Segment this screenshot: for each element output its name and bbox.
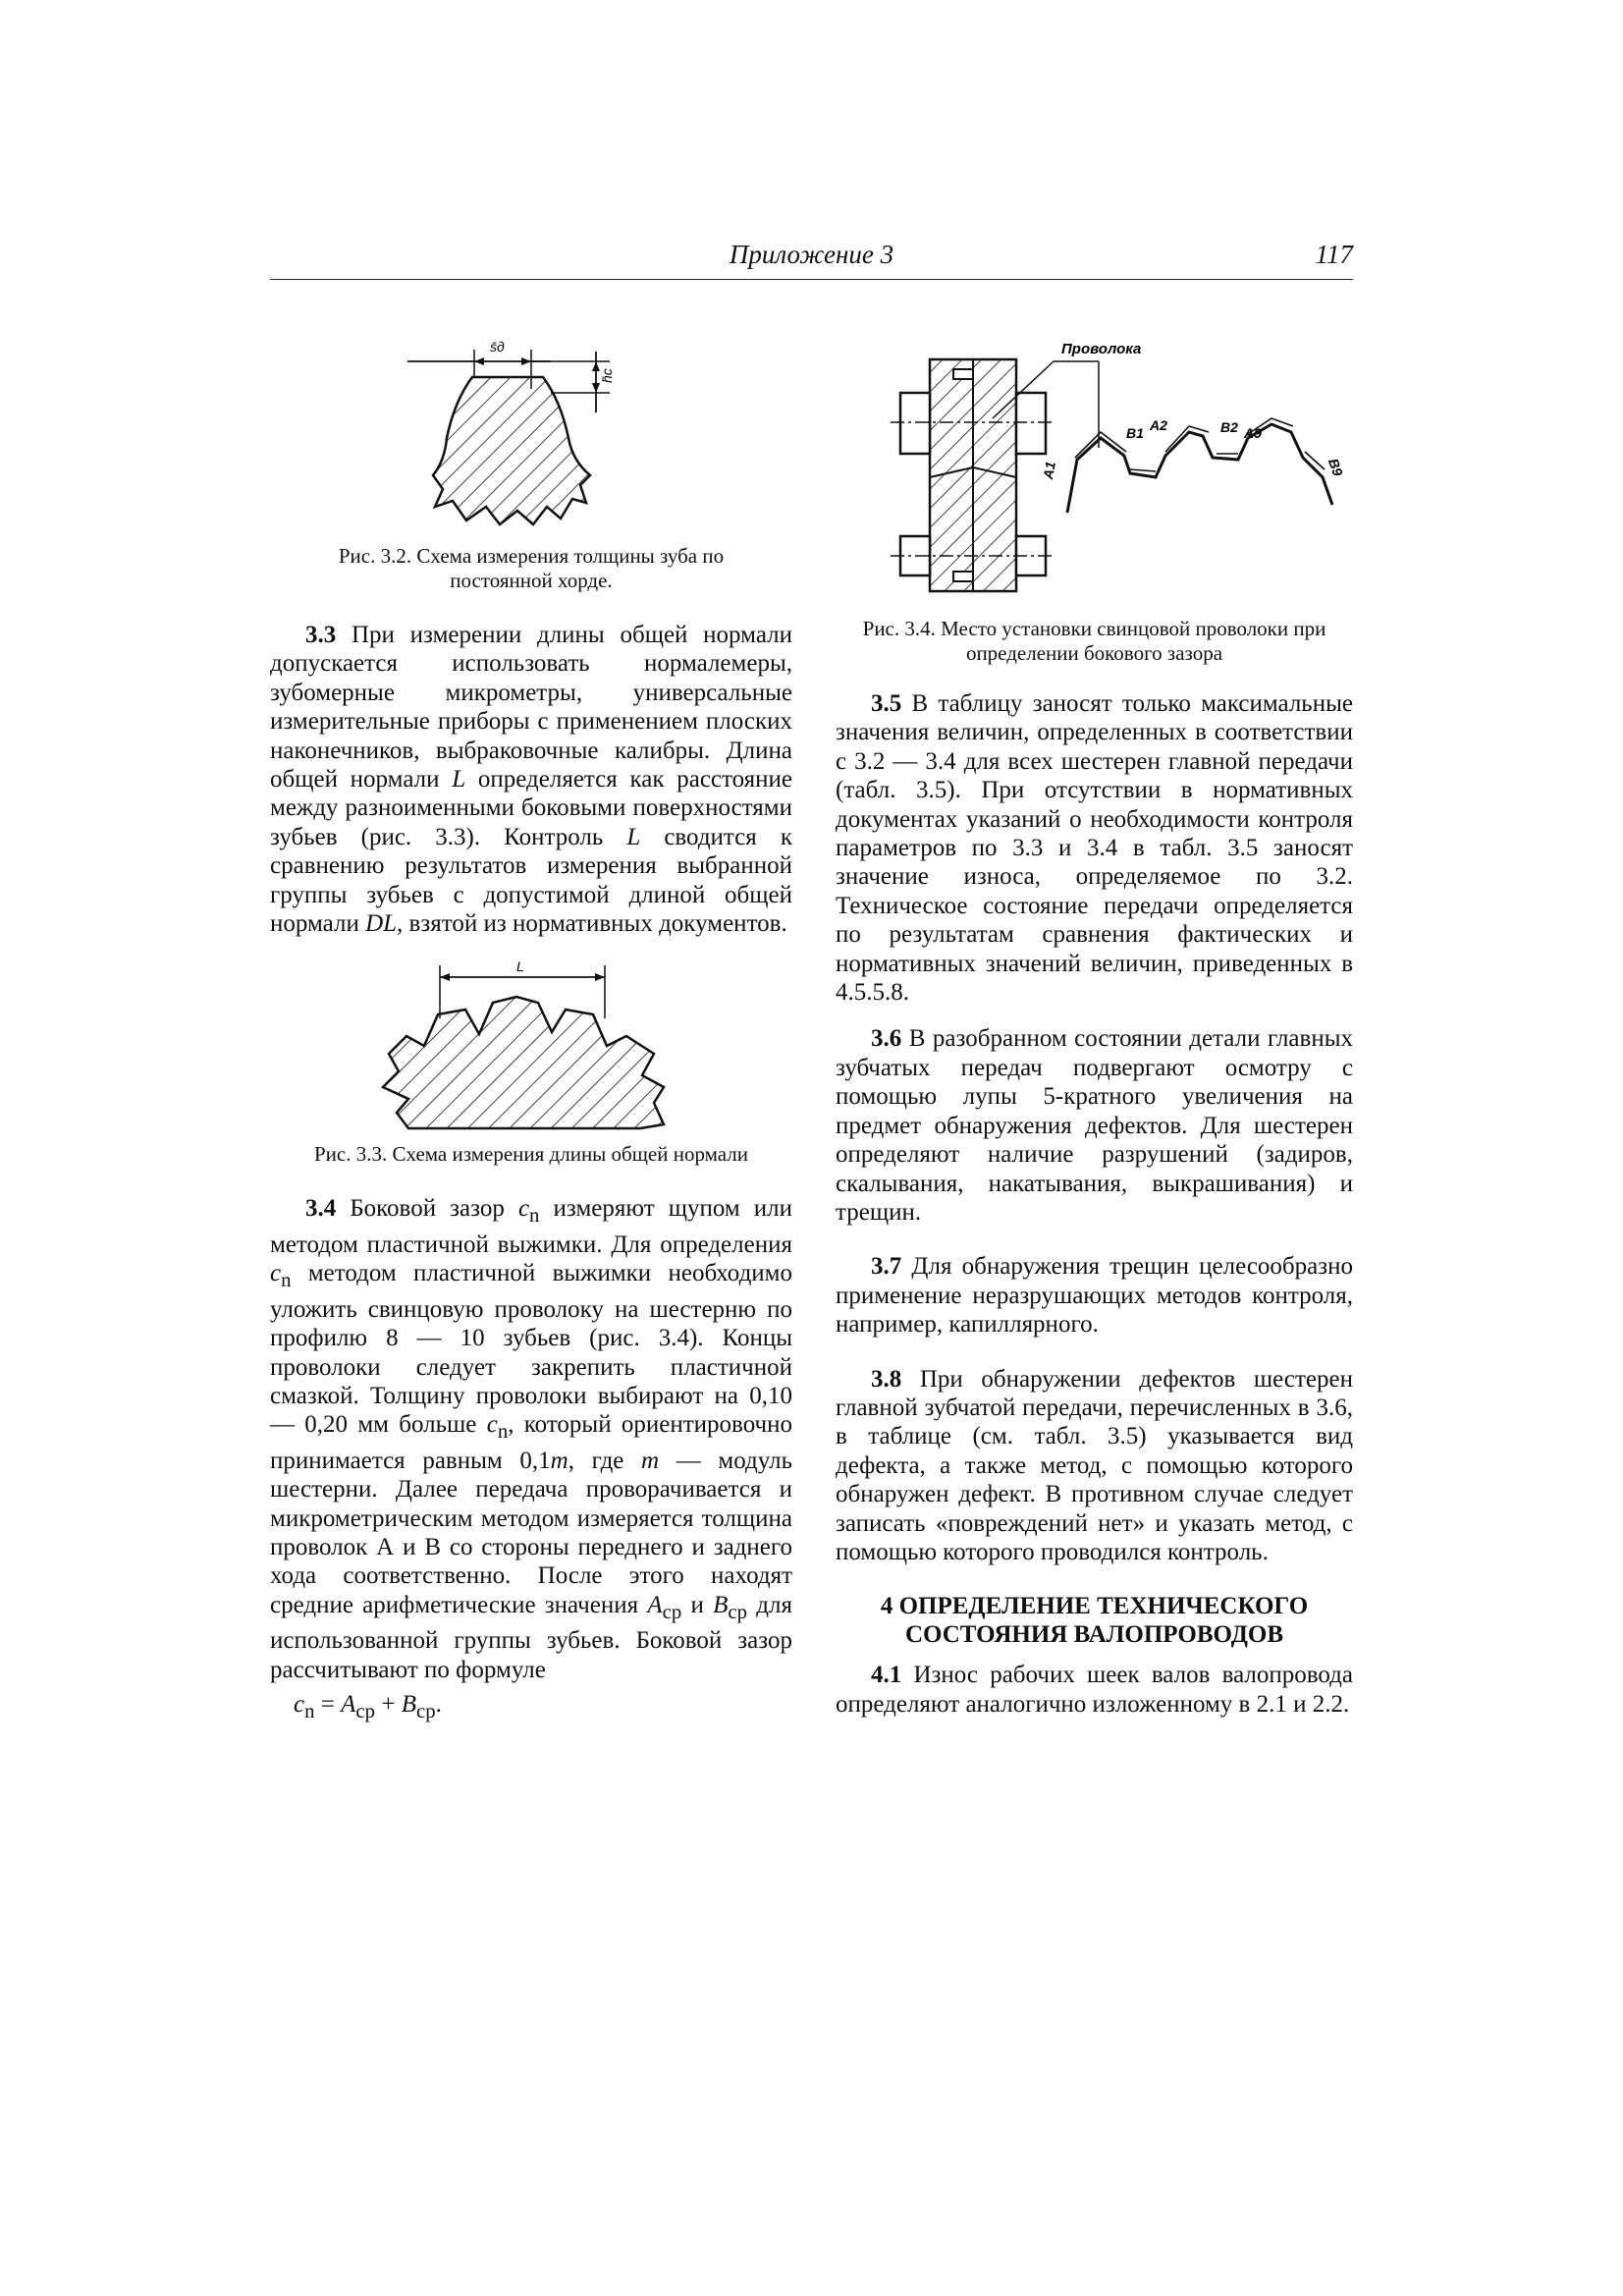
label-h-c: h̄с [599,368,615,383]
paragraph-4-1: 4.1 Износ рабочих шеек валов валопровода определяют аналогично изложенному в 2.1 и 2.2. [836,1662,1353,1718]
section-4-heading: 4 ОПРЕДЕЛЕНИЕ ТЕХНИЧЕСКОГО СОСТОЯНИЯ ВАЛОПРОВОДОВ [880,1593,1309,1649]
para-number: 3.3 [305,622,337,648]
right-column [836,295,1353,1719]
figure-3-3 [369,956,693,1142]
label-l: L [516,958,524,975]
paragraph-3-6: 3.6 В разобранном состоянии детали главных зубчатых передач подвергают осмотру с помощью лупы 5-кратного увеличения на предмет обнаружения дефектов. Для шестерен определяют наличие разрушений (задиров, скалывания, накатывания, выкрашивания) и трещин. [836,1025,1353,1226]
running-header [270,240,1353,280]
page-number: 117 [1315,240,1353,269]
common-normal-diagram [369,956,693,1142]
caption-fig-3-2: Рис. 3.2. Схема измерения толщины зуба по постоянной хорде. [338,544,725,592]
tooth-chord-diagram [404,328,659,542]
paragraph-3-7: 3.7 Для обнаружения трещин целесообразно применение неразрушающих методов контроля, например, капиллярного. [836,1253,1353,1339]
wire-label: Проволока [1061,341,1142,357]
running-title: Приложение 3 [729,240,894,269]
figure-3-2 [404,328,659,542]
label-b9: B9 [1325,456,1347,478]
caption-fig-3-4: Рис. 3.4. Место установки свинцовой проволоки при определении бокового зазора [862,617,1326,665]
label-b1: B1 [1126,425,1144,441]
lead-wire-diagram [836,330,1353,603]
paragraph-3-3: 3.3 При измерении длины общей нормали допускается использовать нормалемеры, зубомерные микрометры, универсальные измерительные приборы с применением плоских наконечников, выбраковочные калибры. Длина общей нормали L определяется как расстояние между разноименными боковыми поверхностями зубьев (рис. 3.3). Контроль L сводится к сравнению результатов измерения выбранной группы зубьев с допустимой длиной общей нормали DL, взятой из нормативных документов. [270,622,792,938]
caption-fig-3-3: Рис. 3.3. Схема измерения длины общей нормали [313,1142,748,1167]
label-a9: A9 [1244,425,1262,441]
label-b2: B2 [1220,419,1238,435]
paragraph-3-5: 3.5 В таблицу заносят только максимальные значения величин, определенных в соответствии с 3.2 — 3.4 для всех шестерен главной передачи (табл. 3.5). При отсутствии в нормативных документах указаний о необходимости контроля параметров по 3.3 и 3.4 в табл. 3.5 заносят значение износа, определяемое по 3.2. Техническое состояние передачи определяется по результатам сравнения фактических и нормативных значений величин, приведенных в 4.5.5.8. [836,690,1353,1007]
label-a2: A2 [1150,417,1167,433]
paragraph-3-4: 3.4 Боковой зазор $c_n$ измеряют щупом или методом пластичной выжимки. Для определения $c_n$ методом пластичной выжимки необходимо уложить свинцовую проволоку на шестерню по профилю 8 — 10 зубьев (рис. 3.4). Концы проволоки следует закрепить пластичной смазкой. Толщину проволоки выбирают на 0,10 — 0,20 мм больше $c_n$, который ориентировочно принимается равным 0,1m, где m — модуль шестерни. Далее передача проворачивается и микрометрическим методом измеряется толщина проволок А и В со стороны переднего и заднего хода соответственно. После этого находят средние арифметические значения $A_{ср}$ и $B_{ср}$ для использованной группы зубьев. Боковой зазор рассчитывают по формуле [270,1195,792,1683]
label-a1: A1 [1040,460,1058,481]
formula-cn: $c_n = A_{ср} + B_{ср}$. [294,1690,442,1722]
label-s-d: s̄д [490,339,505,355]
left-column [270,295,792,1725]
paragraph-3-8: 3.8 При обнаружении дефектов шестерен главной зубчатой передачи, перечисленных в 3.6, в таблице (см. табл. 3.5) указывается вид дефекта, а также метод, с помощью которого обнаружен дефект. В противном случае следует записать «повреждений нет» и указать метод, с помощью которого проводился контроль. [836,1365,1353,1565]
figure-3-4 [836,330,1353,603]
